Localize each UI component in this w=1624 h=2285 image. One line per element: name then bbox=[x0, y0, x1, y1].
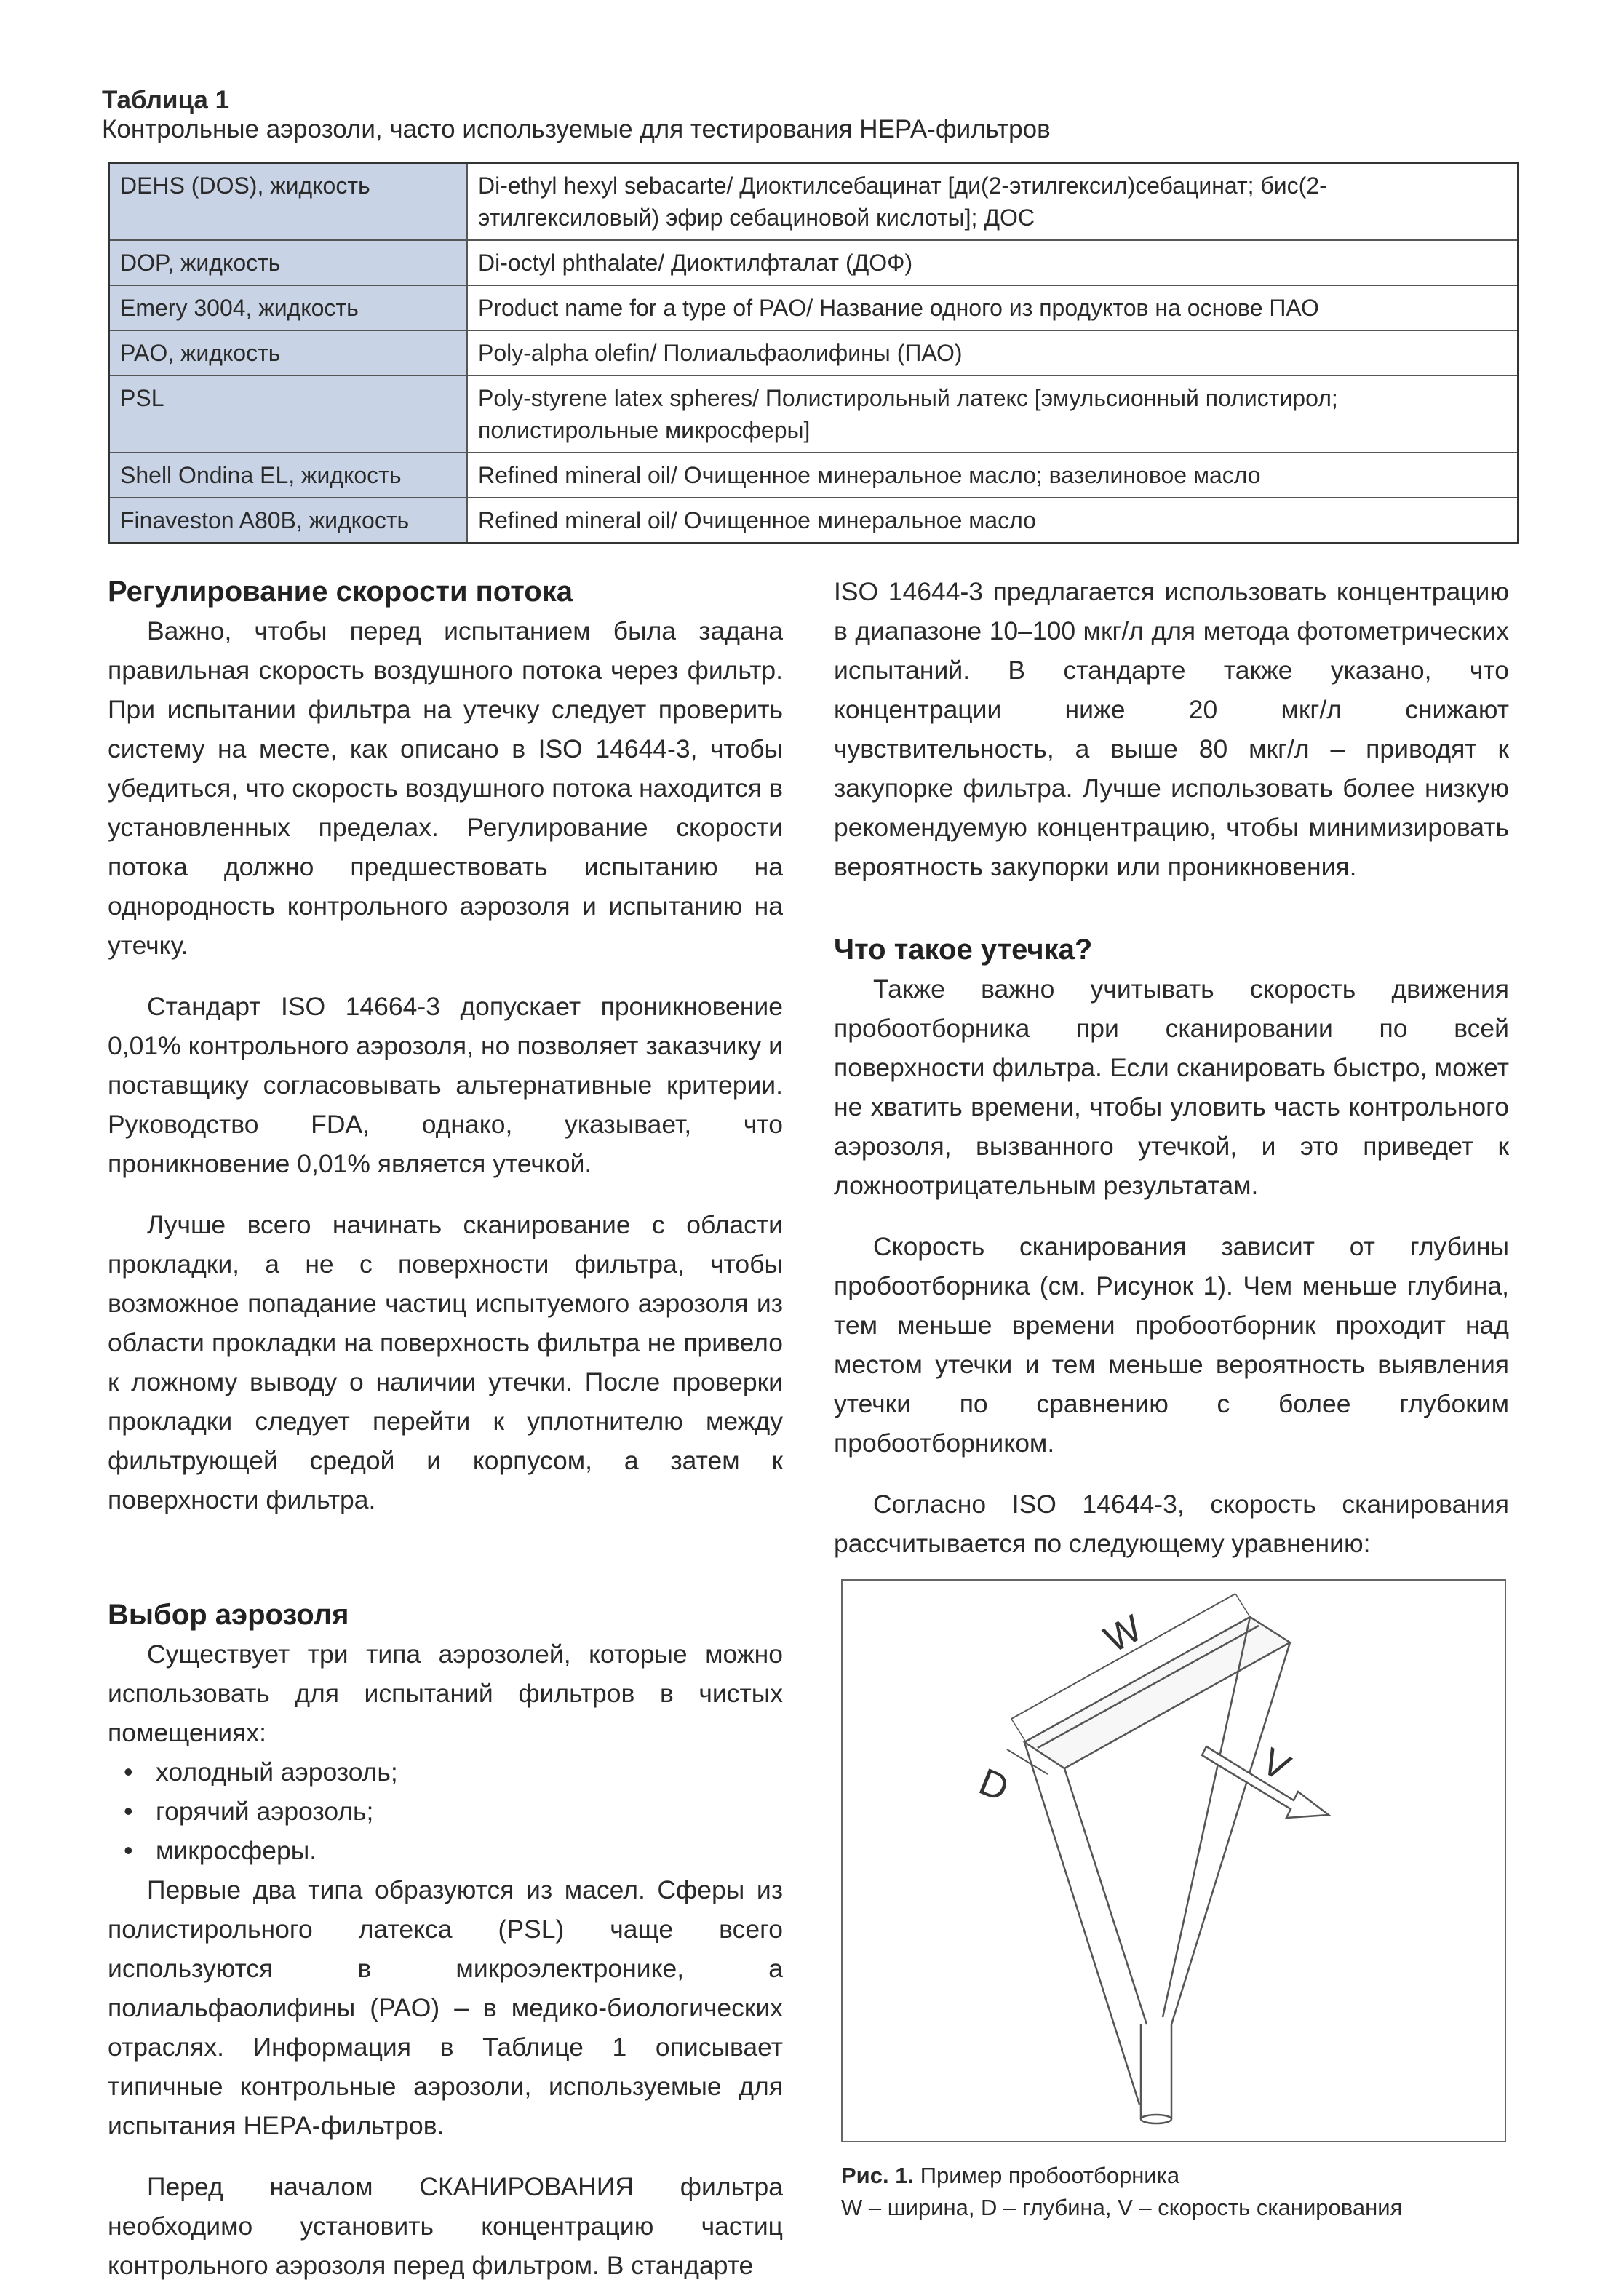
aerosol-name: Emery 3004, жидкость bbox=[109, 285, 468, 330]
table-row bbox=[109, 285, 1518, 330]
paragraph: Первые два типа образуются из масел. Сферы из полистирольного латекса (PSL) чаще всего используются в микроэлектронике, а полиальфаолифины (PAO) – в медико-биологических отраслях. Информация в Таблице 1 описывает типичные контрольные аэрозоли, используемые для испытания НЕРА-фильтров. bbox=[108, 1875, 783, 2140]
list-item: • горячий аэрозоль; bbox=[124, 1792, 783, 1831]
paragraph: Также важно учитывать скорость движения пробоотборника при сканировании по всей поверхности фильтра. Если сканировать быстро, может не хватить времени, чтобы уловить часть контрольного аэрозоля, вызванного утечкой, и это приведет к ложноотрицательным результатам. bbox=[834, 974, 1509, 1200]
figure-caption-legend: W – ширина, D – глубина, V – скорость сканирования bbox=[841, 2195, 1403, 2220]
section-heading-aerosol-choice: Выбор аэрозоля bbox=[108, 1599, 349, 1631]
aerosol-description: Di-ethyl hexyl sebacarte/ Диоктилсебацинат [ди(2-этилгексил)себацинат; бис(2-этилгексиловый) эфир себациновой кислоты]; ДОС bbox=[467, 163, 1518, 241]
figure-caption-label: Рис. 1. bbox=[841, 2163, 915, 2188]
aerosol-description: Poly-alpha olefin/ Полиальфаолифины (ПАО) bbox=[467, 330, 1518, 375]
aerosol-description: Poly-styrene latex spheres/ Полистирольный латекс [эмульсионный полистирол; полистирольные микросферы] bbox=[467, 375, 1518, 453]
paragraph: Скорость сканирования зависит от глубины пробоотборника (см. Рисунок 1). Чем меньше глубина, тем меньше времени пробоотборник проходит над местом утечки и тем меньше вероятность выявления утечки по сравнению с более глубоким пробоотборником. bbox=[834, 1232, 1509, 1458]
aerosol-types-list bbox=[108, 1752, 783, 1870]
aerosol-name: DEHS (DOS), жидкость bbox=[109, 163, 468, 241]
table-caption-title: Таблица 1 bbox=[102, 86, 230, 114]
label-w: W bbox=[1097, 1607, 1149, 1661]
figure-caption bbox=[841, 2160, 1402, 2224]
label-v: V bbox=[1254, 1740, 1297, 1789]
aerosol-name: PSL bbox=[109, 375, 468, 453]
aerosol-name: DOP, жидкость bbox=[109, 240, 468, 285]
figure-caption-title: Пример пробоотборника bbox=[920, 2163, 1180, 2188]
table-row bbox=[109, 498, 1518, 544]
table-caption-text: Контрольные аэрозоли, часто используемые для тестирования НЕРА-фильтров bbox=[102, 115, 1051, 143]
paragraph: Стандарт ISO 14664-3 допускает проникновение 0,01% контрольного аэрозоля, но позволяет заказчику и поставщику согласовывать альтернативные критерии. Руководство FDA, однако, указывает, что проникновение 0,01% является утечкой. bbox=[108, 992, 783, 1178]
paragraph: Лучше всего начинать сканирование с области прокладки, а не с поверхности фильтра, чтобы возможное попадание частиц испытуемого аэрозоля из области прокладки на поверхность фильтра не привело к ложному выводу о наличии утечки. После проверки прокладки следует перейти к уплотнителю между фильтрующей средой и корпусом, а затем к поверхности фильтра. bbox=[108, 1210, 783, 1514]
aerosol-table bbox=[108, 162, 1519, 544]
section-heading-flow-rate: Регулирование скорости потока bbox=[108, 576, 573, 608]
table-row bbox=[109, 330, 1518, 375]
right-column bbox=[834, 572, 1509, 1563]
table-row bbox=[109, 453, 1518, 498]
table-row bbox=[109, 240, 1518, 285]
paragraph: Перед началом СКАНИРОВАНИЯ фильтра необходимо установить концентрацию частиц контрольного аэрозоля перед фильтром. В стандарте bbox=[108, 2172, 783, 2280]
figure-probe bbox=[841, 1579, 1506, 2142]
paragraph: Согласно ISO 14644-3, скорость сканирования рассчитывается по следующему уравнению: bbox=[834, 1490, 1509, 1558]
aerosol-description: Refined mineral oil/ Очищенное минеральное масло; вазелиновое масло bbox=[467, 453, 1518, 498]
aerosol-name: PAO, жидкость bbox=[109, 330, 468, 375]
aerosol-description: Refined mineral oil/ Очищенное минеральное масло bbox=[467, 498, 1518, 544]
section-heading-what-is-leak: Что такое утечка? bbox=[834, 934, 1093, 966]
table-row bbox=[109, 375, 1518, 453]
left-column bbox=[108, 572, 783, 2285]
probe-diagram bbox=[843, 1581, 1505, 2141]
list-item: • микросферы. bbox=[124, 1831, 783, 1870]
aerosol-name: Finaveston A80B, жидкость bbox=[109, 498, 468, 544]
list-item: • холодный аэрозоль; bbox=[124, 1752, 783, 1792]
paragraph: Существует три типа аэрозолей, которые можно использовать для испытаний фильтров в чистых помещениях: bbox=[108, 1640, 783, 1747]
paragraph: ISO 14644-3 предлагается использовать концентрацию в диапазоне 10–100 мкг/л для метода фотометрических испытаний. В стандарте также указано, что концентрации ниже 20 мкг/л снижают чувствительность, а выше 80 мкг/л – приводят к закупорке фильтра. Лучше использовать более низкую рекомендуемую концентрацию, чтобы минимизировать вероятность закупорки или проникновения. bbox=[834, 577, 1509, 881]
table-row bbox=[109, 163, 1518, 241]
aerosol-description: Product name for a type of PAO/ Название одного из продуктов на основе ПАО bbox=[467, 285, 1518, 330]
label-d: D bbox=[973, 1760, 1015, 1811]
aerosol-name: Shell Ondina EL, жидкость bbox=[109, 453, 468, 498]
paragraph: Важно, чтобы перед испытанием была задана правильная скорость воздушного потока через фильтр. При испытании фильтра на утечку следует проверить систему на месте, как описано в ISO 14644-3, чтобы убедиться, что скорость воздушного потока находится в установленных пределах. Регулирование скорости потока должно предшествовать испытанию на однородность контрольного аэрозоля и испытанию на утечку. bbox=[108, 616, 783, 960]
aerosol-description: Di-octyl phthalate/ Диоктилфталат (ДОФ) bbox=[467, 240, 1518, 285]
